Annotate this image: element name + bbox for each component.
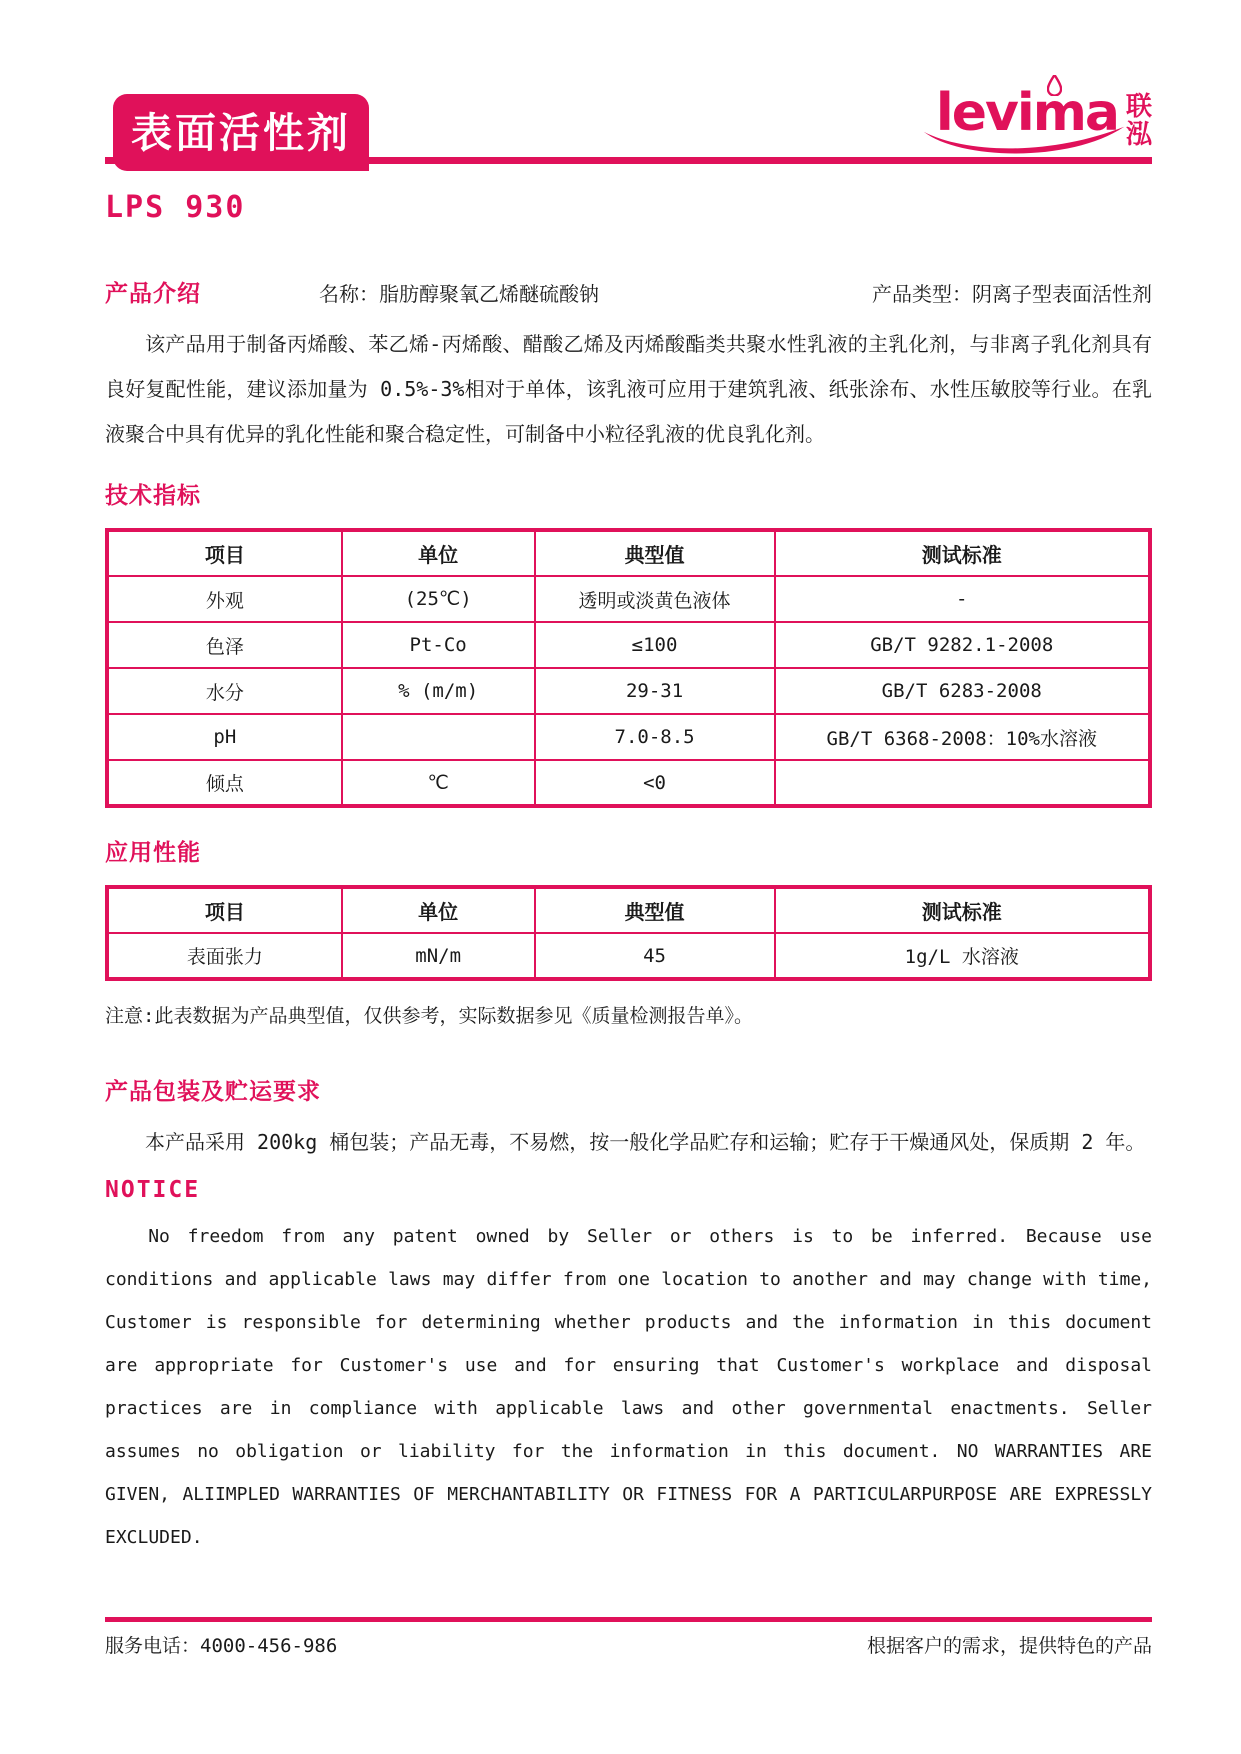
table-cell: 7.0-8.5 (535, 714, 775, 760)
table-header-row (107, 887, 1150, 933)
intro-section-heading: 产品介绍 (105, 280, 201, 306)
footer-slogan: 根据客户的需求，提供特色的产品 (866, 1635, 1152, 1657)
table-row (107, 760, 1150, 806)
product-name-label: 名称： (319, 282, 379, 306)
application-section (105, 834, 1152, 981)
product-name (319, 278, 599, 307)
logo-cn-top: 联 (1125, 90, 1152, 121)
table-row (107, 668, 1150, 714)
table-cell: 色泽 (107, 622, 342, 668)
table-cell: GB/T 6368-2008：10%水溶液 (775, 714, 1151, 760)
table-cell: GB/T 6283-2008 (775, 668, 1151, 714)
table-cell: - (775, 576, 1151, 622)
packaging-paragraph: 本产品采用 200kg 桶包装；产品无毒，不易燃，按一般化学品贮存和运输；贮存于干燥通风处，保质期 2 年。 (145, 1130, 1146, 1154)
product-type-value: 阴离子型表面活性剂 (972, 282, 1152, 306)
table-cell: ≤100 (535, 622, 775, 668)
tech-spec-table (105, 528, 1152, 808)
table-cell: 透明或淡黄色液体 (535, 576, 775, 622)
notice-section-heading: NOTICE (105, 1177, 201, 1203)
column-header: 测试标准 (775, 530, 1151, 576)
intro-paragraph: 该产品用于制备丙烯酸、苯乙烯-丙烯酸、醋酸乙烯及丙烯酸酯类共聚水性乳液的主乳化剂，与非离子乳化剂具有良好复配性能，建议添加量为 0.5%-3%相对于单体，该乳液可应用于建筑乳液、纸张涂布、水性压敏胶等行业。在乳液聚合中具有优异的乳化性能和聚合稳定性，可制备中小粒径乳液的优良乳化剂。 (105, 332, 1152, 446)
application-spec-table (105, 885, 1152, 981)
logo-cn-bottom: 泓 (1125, 119, 1152, 150)
notice-paragraph: No freedom from any patent owned by Seller or others is to be inferred. Because use conditions and applicable laws may differ from one location to another and may change with time, Customer is responsible for determining whether products and the information in this document are appropriate for Customer's use and for ensuring that Customer's workplace and disposal practices are in compliance with applicable laws and other governmental enactments. Seller assumes no obligation or liability for the information in this document. NO WARRANTIES ARE GIVEN, ALIIMPLED WARRANTIES OF MERCHANTABILITY OR FITNESS FOR A PARTICULARPURPOSE ARE EXPRESSLY EXCLUDED. (105, 1226, 1152, 1548)
table-cell: 外观 (107, 576, 342, 622)
table-cell: 45 (535, 933, 775, 979)
product-code: LPS 930 (105, 190, 246, 225)
table-row (107, 622, 1150, 668)
table-cell: <0 (535, 760, 775, 806)
logo-word-wrap (935, 82, 1118, 143)
levima-logo (935, 82, 1152, 150)
footer-service-phone: 服务电话：4000-456-986 (105, 1635, 338, 1657)
table-cell: % (m/m) (342, 668, 535, 714)
tech-section (105, 477, 1152, 808)
table-cell: Pt-Co (342, 622, 535, 668)
product-name-value: 脂肪醇聚氧乙烯醚硫酸钠 (379, 282, 599, 306)
table-cell (342, 714, 535, 760)
table-cell (775, 760, 1151, 806)
table-cell: 表面张力 (107, 933, 342, 979)
table-cell: pH (107, 714, 342, 760)
category-badge (113, 94, 369, 171)
table-header-row (107, 530, 1150, 576)
column-header: 单位 (342, 530, 535, 576)
table-row (107, 714, 1150, 760)
logo-chinese-name (1126, 92, 1152, 149)
table-cell: 29-31 (535, 668, 775, 714)
category-badge-label: 表面活性剂 (131, 110, 351, 156)
column-header: 项目 (107, 530, 342, 576)
logo-swoosh-icon (922, 125, 1126, 159)
table-note: 注意:此表数据为产品典型值，仅供参考，实际数据参见《质量检测报告单》。 (105, 1005, 753, 1027)
table-cell: 倾点 (107, 760, 342, 806)
table-cell: mN/m (342, 933, 535, 979)
page-header (105, 82, 1152, 164)
table-cell: GB/T 9282.1-2008 (775, 622, 1151, 668)
column-header: 单位 (342, 887, 535, 933)
table-cell: (25℃) (342, 576, 535, 622)
packaging-section-heading: 产品包装及贮运要求 (105, 1078, 321, 1104)
table-cell: 1g/L 水溶液 (775, 933, 1151, 979)
table-cell: ℃ (342, 760, 535, 806)
page-footer (105, 1617, 1152, 1658)
logo-wordmark: levima (935, 82, 1118, 143)
column-header: 测试标准 (775, 887, 1151, 933)
table-row (107, 933, 1150, 979)
application-section-heading: 应用性能 (105, 839, 201, 865)
column-header: 典型值 (535, 530, 775, 576)
table-cell: 水分 (107, 668, 342, 714)
table-row (107, 576, 1150, 622)
column-header: 项目 (107, 887, 342, 933)
column-header: 典型值 (535, 887, 775, 933)
product-type (872, 278, 1152, 307)
product-type-label: 产品类型： (872, 282, 972, 306)
intro-header-row (105, 275, 1152, 308)
tech-section-heading: 技术指标 (105, 482, 201, 508)
water-drop-icon (1047, 75, 1062, 96)
